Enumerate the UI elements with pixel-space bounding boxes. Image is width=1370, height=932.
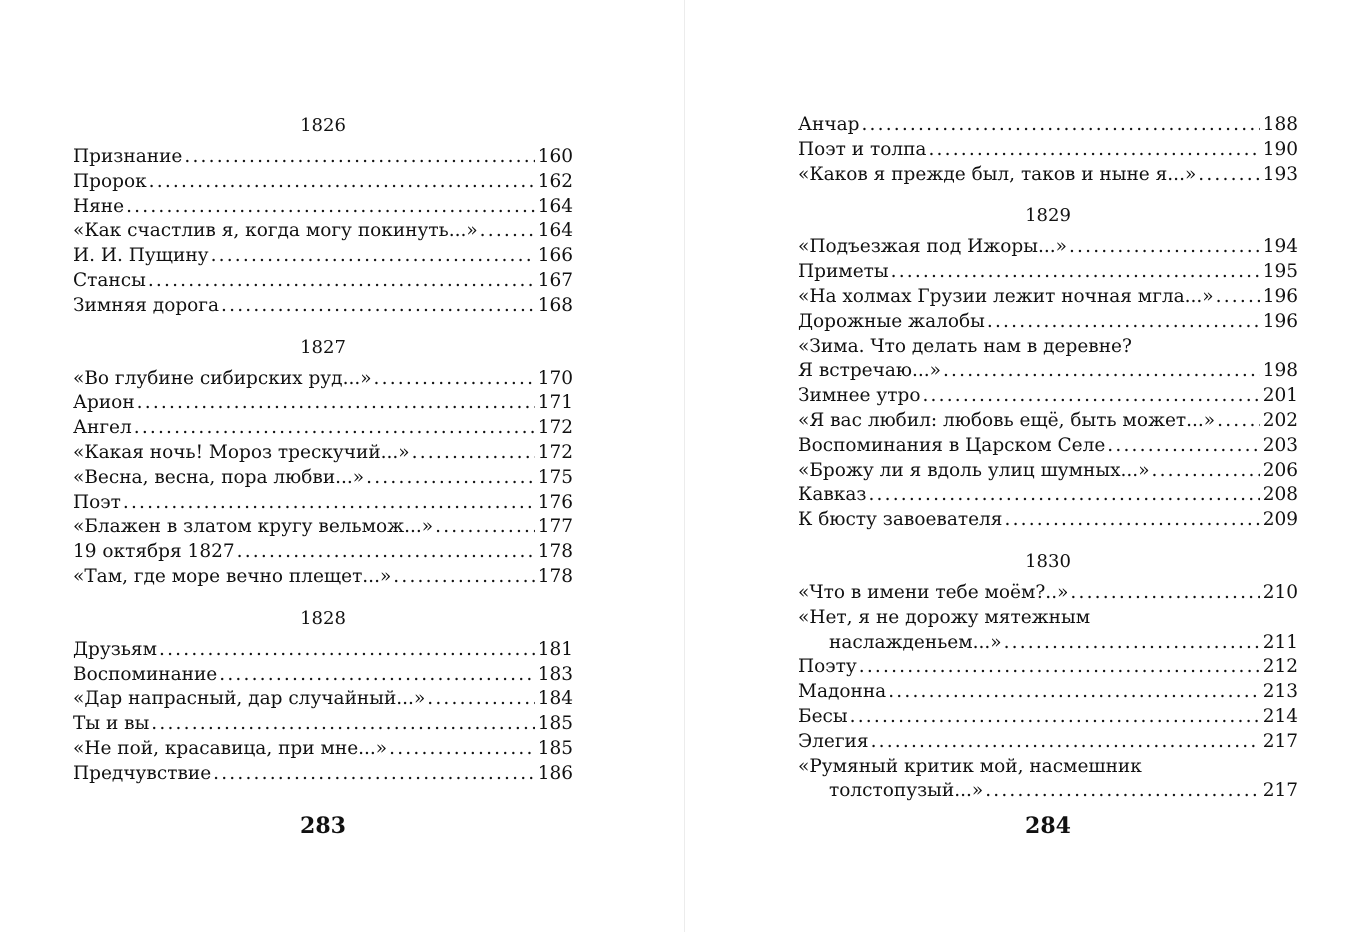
entry-title: Поэту [798, 656, 857, 678]
toc-entry[interactable] [798, 434, 1298, 459]
entry-title-continued: наслажденьем...» [829, 631, 1002, 653]
dot-leader [1198, 163, 1259, 188]
toc-entry[interactable] [73, 367, 573, 392]
dot-leader [1069, 235, 1260, 260]
dot-leader [374, 367, 535, 392]
dot-leader [1070, 581, 1259, 606]
page-number-left: 283 [300, 813, 346, 839]
dot-leader [159, 638, 535, 663]
entry-title: Бесы [798, 705, 848, 727]
entry-title: Друзьям [73, 638, 157, 660]
dot-leader [211, 244, 535, 269]
toc-entry[interactable] [73, 269, 573, 294]
toc-entry[interactable] [73, 737, 573, 762]
entry-title: Дорожные жалобы [798, 310, 985, 332]
toc-entry[interactable] [73, 170, 573, 195]
dot-leader [134, 416, 535, 441]
toc-entry[interactable] [73, 294, 573, 319]
toc-entry[interactable] [73, 219, 573, 244]
entry-title: Признание [73, 146, 183, 167]
entry-page: 184 [537, 688, 573, 710]
dot-leader [859, 655, 1260, 680]
toc-entry[interactable] [798, 163, 1298, 188]
toc-entry[interactable] [798, 409, 1298, 434]
entry-page: 188 [1262, 114, 1298, 135]
toc-entry[interactable] [73, 466, 573, 491]
entry-title: «Не пой, красавица, при мне...» [73, 737, 388, 759]
entry-page: 209 [1262, 509, 1298, 531]
toc-entry[interactable] [798, 655, 1298, 680]
entry-title: «Нет, я не дорожу мятежным [798, 606, 1091, 628]
entry-title: «Как счастлив я, когда могу покинуть...» [73, 220, 478, 242]
dot-leader [1217, 409, 1260, 434]
toc-entry[interactable] [73, 441, 573, 466]
dot-leader [987, 310, 1260, 335]
entry-page: 178 [537, 541, 573, 563]
dot-leader [184, 145, 534, 170]
entry-continuation [798, 779, 1298, 804]
entry-page: 210 [1262, 581, 1298, 603]
entry-title: «Дар напрасный, дар случайный...» [73, 688, 426, 710]
dot-leader [1107, 434, 1259, 459]
dot-leader [928, 138, 1259, 163]
entry-title: Предчувствие [73, 762, 212, 784]
entry-page: 171 [537, 392, 573, 414]
entry-page: 172 [537, 417, 573, 439]
toc-entry[interactable] [73, 145, 573, 170]
toc-entry[interactable] [73, 712, 573, 737]
toc-entry[interactable] [798, 384, 1298, 409]
entry-continuation [798, 359, 1298, 384]
entry-title: Зимнее утро [798, 385, 921, 407]
toc-entry[interactable] [798, 680, 1298, 705]
dot-leader [137, 391, 535, 416]
entry-page: 176 [537, 491, 573, 513]
entry-title-continued: Я встречаю...» [798, 360, 941, 382]
entry-title: Арион [73, 392, 135, 414]
page-number-right: 284 [1025, 813, 1071, 839]
dot-leader [891, 260, 1260, 285]
entry-title: «Какая ночь! Мороз трескучий...» [73, 441, 410, 463]
entry-title: Няне [73, 195, 125, 217]
entry-page: 196 [1262, 285, 1298, 307]
entry-title: Анчар [798, 114, 860, 135]
entry-page: 208 [1262, 484, 1298, 506]
section-year-1828: 1828 [300, 607, 346, 629]
dot-leader [123, 491, 535, 516]
entry-page: 185 [537, 737, 573, 759]
dot-leader [1216, 285, 1260, 310]
toc-entry[interactable] [798, 138, 1298, 163]
toc-entry-multiline[interactable] [798, 606, 1298, 656]
dot-leader [435, 515, 535, 540]
entry-page: 177 [537, 516, 573, 538]
dot-leader [888, 680, 1259, 705]
toc-entry[interactable] [73, 762, 573, 787]
entry-page: 170 [537, 367, 573, 389]
dot-leader [1152, 459, 1260, 484]
entry-page: 202 [1262, 409, 1298, 431]
entry-page: 186 [537, 762, 573, 784]
toc-entry[interactable] [73, 638, 573, 663]
dot-leader [393, 565, 534, 590]
entry-page: 217 [1262, 730, 1298, 752]
entry-page: 194 [1262, 236, 1298, 258]
entry-title: «Брожу ли я вдоль улиц шумных...» [798, 459, 1150, 481]
toc-entry[interactable] [73, 687, 573, 712]
entry-title: Воспоминания в Царском Селе [798, 434, 1106, 456]
entry-page: 214 [1262, 705, 1298, 727]
entry-title: «Весна, весна, пора любви...» [73, 466, 365, 488]
entry-page: 166 [537, 245, 573, 267]
dot-leader [237, 540, 535, 565]
dot-leader [221, 294, 535, 319]
left-page [73, 113, 573, 787]
entry-page: 164 [537, 195, 573, 217]
entry-page: 175 [537, 466, 573, 488]
entry-title: Зимняя дорога [73, 294, 220, 316]
entry-page: 198 [1262, 360, 1298, 382]
entry-page: 178 [537, 565, 573, 587]
entry-title: «На холмах Грузии лежит ночная мгла...» [798, 285, 1214, 307]
dot-leader [480, 219, 535, 244]
entry-title: «Блажен в златом кругу вельмож...» [73, 516, 434, 538]
toc-entry[interactable] [73, 663, 573, 688]
dot-leader [151, 712, 534, 737]
dot-leader [126, 195, 535, 220]
entry-page: 181 [537, 638, 573, 660]
dot-leader [149, 170, 535, 195]
toc-entry[interactable] [73, 491, 573, 516]
right-page [798, 113, 1298, 804]
toc-entry-multiline[interactable] [798, 755, 1298, 805]
section-year-1826: 1826 [300, 115, 346, 136]
dot-leader [219, 663, 534, 688]
entry-page: 211 [1262, 631, 1298, 653]
dot-leader [213, 762, 535, 787]
toc-entry[interactable] [798, 113, 1298, 138]
entry-title: «Подъезжая под Ижоры...» [798, 236, 1067, 258]
entry-title-continued: толстопузый...» [829, 780, 984, 802]
toc-entry[interactable] [798, 730, 1298, 755]
entry-page: 206 [1262, 459, 1298, 481]
dot-leader [366, 466, 535, 491]
dot-leader [1004, 631, 1260, 656]
entry-title: И. И. Пущину [73, 245, 209, 267]
section-year-1830: 1830 [1025, 550, 1071, 572]
dot-leader [861, 113, 1259, 138]
dot-leader [922, 384, 1259, 409]
toc-entry[interactable] [73, 540, 573, 565]
entry-title: Элегия [798, 730, 869, 752]
dot-leader [943, 359, 1260, 384]
entry-title: «Румяный критик мой, насмешник [798, 755, 1142, 777]
page-gutter [684, 0, 685, 932]
entry-page: 167 [537, 269, 573, 291]
toc-entry[interactable] [798, 483, 1298, 508]
entry-page: 193 [1262, 163, 1298, 185]
dot-leader [871, 730, 1260, 755]
toc-entry[interactable] [73, 416, 573, 441]
entry-title: «Я вас любил: любовь ещё, быть может...» [798, 409, 1216, 431]
entry-page: 160 [537, 146, 573, 167]
entry-title: «Во глубине сибирских руд...» [73, 367, 372, 389]
dot-leader [412, 441, 535, 466]
entry-title: К бюсту завоевателя [798, 509, 1003, 531]
entry-page: 217 [1262, 780, 1298, 802]
entry-page: 164 [537, 220, 573, 242]
entry-title: Пророк [73, 170, 147, 192]
toc-entry[interactable] [798, 285, 1298, 310]
toc-entry[interactable] [798, 459, 1298, 484]
entry-continuation [798, 631, 1298, 656]
toc-entry-multiline[interactable] [798, 335, 1298, 385]
entry-title: Воспоминание [73, 663, 218, 685]
entry-page: 196 [1262, 310, 1298, 332]
section-year-1829: 1829 [1025, 205, 1071, 227]
entry-page: 183 [537, 663, 573, 685]
toc-entry[interactable] [73, 195, 573, 220]
toc-entry[interactable] [798, 581, 1298, 606]
toc-entry[interactable] [73, 244, 573, 269]
entry-page: 195 [1262, 261, 1298, 283]
entry-title: «Каков я прежде был, таков и ныне я...» [798, 163, 1197, 185]
entry-title: «Что в имени тебе моём?..» [798, 581, 1069, 603]
entry-title: Стансы [73, 269, 146, 291]
toc-entry[interactable] [73, 391, 573, 416]
entry-page: 172 [537, 441, 573, 463]
dot-leader [850, 705, 1260, 730]
entry-title: Мадонна [798, 681, 887, 703]
entry-title: Поэт [73, 491, 121, 513]
toc-entry[interactable] [798, 508, 1298, 533]
toc-entry[interactable] [73, 565, 573, 590]
entry-page: 203 [1262, 434, 1298, 456]
entry-page: 185 [537, 713, 573, 735]
section-year-1827: 1827 [300, 336, 346, 358]
entry-title: Кавказ [798, 484, 867, 506]
toc-entry[interactable] [798, 310, 1298, 335]
entry-page: 213 [1262, 681, 1298, 703]
entry-page: 168 [537, 294, 573, 316]
entry-page: 201 [1262, 385, 1298, 407]
toc-entry[interactable] [798, 235, 1298, 260]
entry-page: 212 [1262, 656, 1298, 678]
entry-page: 162 [537, 170, 573, 192]
dot-leader [148, 269, 535, 294]
entry-title: 19 октября 1827 [73, 541, 235, 563]
toc-entry[interactable] [798, 260, 1298, 285]
dot-leader [389, 737, 535, 762]
entry-title: «Зима. Что делать нам в деревне? [798, 335, 1132, 357]
entry-title: Ангел [73, 417, 132, 439]
entry-title: Приметы [798, 261, 889, 283]
dot-leader [868, 483, 1259, 508]
toc-entry[interactable] [73, 515, 573, 540]
dot-leader [985, 779, 1260, 804]
toc-entry[interactable] [798, 705, 1298, 730]
entry-page: 190 [1262, 138, 1298, 160]
entry-title: Ты и вы [73, 713, 150, 735]
dot-leader [1004, 508, 1259, 533]
entry-title: «Там, где море вечно плещет...» [73, 565, 392, 587]
entry-title: Поэт и толпа [798, 138, 927, 160]
dot-leader [427, 687, 534, 712]
